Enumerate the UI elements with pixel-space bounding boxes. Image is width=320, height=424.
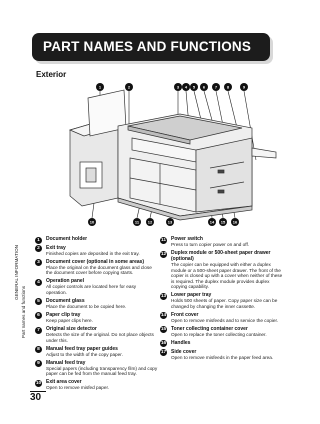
item-title: Original size detector <box>46 326 97 333</box>
item-title: Exit area cover <box>46 379 82 386</box>
list-item <box>160 250 286 290</box>
item-number: 12 <box>160 251 167 257</box>
item-number: 17 <box>160 350 167 356</box>
item-title: Document holder <box>46 236 88 242</box>
item-title: Document glass <box>46 297 85 304</box>
item-description: Open to replace the toner collecting container. <box>171 331 267 337</box>
callout-3: 3 <box>176 84 180 90</box>
callout-2: 2 <box>127 84 131 90</box>
item-number: 3 <box>35 259 42 266</box>
item-number: 1 <box>35 237 42 244</box>
callout-9: 9 <box>242 84 246 90</box>
item-number: 4 <box>35 279 42 286</box>
item-title: Document cover (optional in some areas) <box>46 258 145 265</box>
item-number: 8 <box>35 346 42 353</box>
item-number: 15 <box>160 327 167 333</box>
item-number: 11 <box>160 237 167 243</box>
callout-10: 10 <box>89 219 95 225</box>
list-item <box>35 346 158 358</box>
item-title: Handles <box>171 339 191 346</box>
item-description: Holds 500 sheets of paper. Copy paper size can be changed by changing the inner cassette. <box>171 298 278 309</box>
item-number: 13 <box>160 293 167 299</box>
item-description: Keep paper clips here. <box>46 317 93 323</box>
item-description: Adjust to the width of the copy paper. <box>46 351 123 357</box>
callout-4: 4 <box>184 84 188 90</box>
page-title-banner <box>32 33 270 61</box>
item-number: 5 <box>35 298 42 305</box>
list-item <box>160 312 286 324</box>
subsection-side-label: Part names and functions <box>21 286 26 339</box>
item-number: 14 <box>160 313 167 319</box>
item-description: Finished copies are deposited in the exit tray. <box>46 250 140 256</box>
item-title: Duplex module or 500-sheet paper drawer (optional) <box>171 250 271 263</box>
callout-6: 6 <box>202 84 206 90</box>
item-description: Special papers (including transparency film) and copy paper can be fed from the manual feed tray. <box>46 365 158 377</box>
parts-list-right <box>160 236 286 363</box>
list-item <box>35 236 158 242</box>
callout-14: 14 <box>209 219 215 225</box>
list-item <box>160 349 286 361</box>
item-number: 10 <box>35 380 42 386</box>
callout-12: 12 <box>147 219 153 225</box>
item-number: 7 <box>35 327 42 334</box>
item-title: Exit tray <box>46 244 66 251</box>
callout-5: 5 <box>192 84 196 90</box>
item-description: Open to remove misfed paper. <box>46 385 110 391</box>
item-description: All copier controls are located here for easy operation. <box>46 284 137 295</box>
page-title: PART NAMES AND FUNCTIONS <box>43 39 252 54</box>
item-number: 16 <box>160 341 167 347</box>
item-description: The copier can be equipped with either a duplex module or a 500-sheet paper drawer. The front of the copier is closed up with a cover when neither of these is required. The duplex module provides duplex copying capability. <box>171 262 283 290</box>
callout-16: 16 <box>232 219 238 225</box>
list-item <box>35 379 158 391</box>
item-description: Press to turn copier power on and off. <box>171 242 250 247</box>
chapter-side-label: GENERAL INFORMATION <box>14 245 19 300</box>
callout-7: 7 <box>214 84 218 90</box>
list-item <box>35 326 158 343</box>
item-title: Manual feed tray <box>46 359 86 366</box>
item-title: Manual feed tray paper guides <box>46 345 118 352</box>
callout-15: 15 <box>220 219 226 225</box>
list-item <box>35 278 158 295</box>
copier-illustration <box>30 78 280 228</box>
item-title: Operation panel <box>46 278 85 285</box>
item-title: Power switch <box>171 236 203 242</box>
item-description: Place the document to be copied here. <box>46 303 127 309</box>
item-description: Open to remove misfeeds and to service the copier. <box>171 317 279 323</box>
list-item <box>160 236 286 248</box>
callout-13: 13 <box>167 219 173 225</box>
item-description: Place the original on the document glass and close the document cover before copying starts. <box>46 264 152 276</box>
callout-1: 1 <box>98 84 102 90</box>
parts-list-left <box>35 236 158 393</box>
list-item <box>35 312 158 324</box>
list-item <box>35 245 158 257</box>
item-title: Side cover <box>171 348 197 355</box>
list-item <box>35 298 158 310</box>
callout-8: 8 <box>226 84 230 90</box>
list-item <box>160 292 286 309</box>
item-description: Detects the size of the original. Do not place objects under this. <box>46 332 154 343</box>
list-item <box>160 340 286 346</box>
item-number: 9 <box>35 360 42 367</box>
item-title: Lower paper tray <box>171 292 212 299</box>
item-number: 2 <box>35 245 42 252</box>
list-item <box>35 360 158 377</box>
page-number: 30 <box>30 392 42 403</box>
list-item <box>160 326 286 338</box>
item-title: Toner collecting container cover <box>171 325 248 332</box>
item-title: Front cover <box>171 311 199 318</box>
list-item <box>35 259 158 276</box>
item-description: Open to remove misfeeds in the paper feed area. <box>171 354 274 360</box>
item-number: 6 <box>35 312 42 319</box>
item-title: Paper clip tray <box>46 311 81 318</box>
section-title: Exterior <box>36 70 67 79</box>
callout-11: 11 <box>134 219 140 225</box>
